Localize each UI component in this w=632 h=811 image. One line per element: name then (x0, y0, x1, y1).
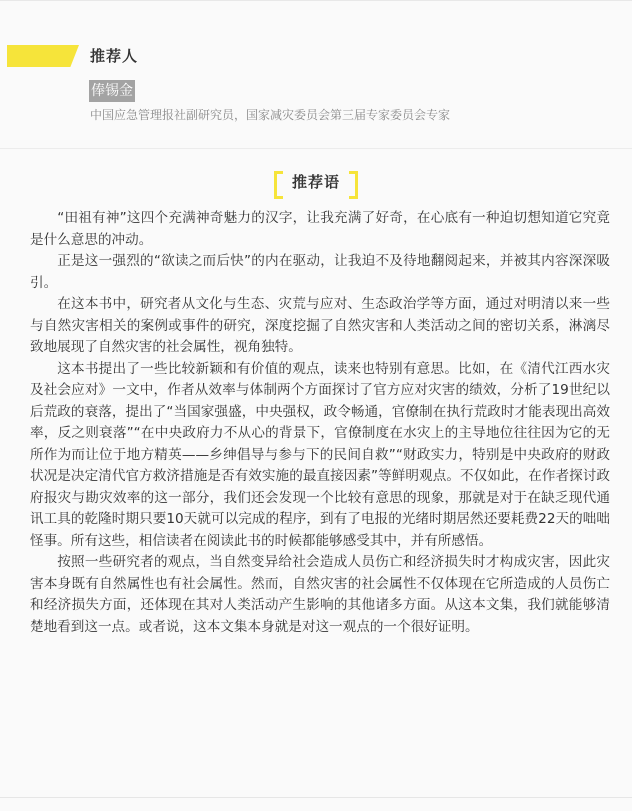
section-title-wrap (0, 170, 632, 194)
recommender-heading: 推荐人 (90, 47, 139, 65)
recommender-name: 俸锡金 (89, 80, 135, 102)
right-bracket-decoration (349, 171, 358, 199)
section-title (274, 170, 358, 194)
section-divider (0, 148, 632, 149)
paragraph: 这本书提出了一些比较新颖和有价值的观点，读来也特别有意思。比如，在《清代江西水灾及社会应对》一文中，作者从效率与体制两个方面探讨了官方应对灾害的绩效，分析了19世纪以后荒政的衰落，提出了“当国家强盛，中央强权，政令畅通，官僚制在执行荒政时才能表现出高效率，反之则衰落”“在中央政府力不从心的背景下，官僚制度在水灾上的主导地位往往因为它的无所作为而让位于地方精英——乡绅倡导与参与下的民间自救”“财政实力，特别是中央政府的财政状况是决定清代官方救济措施是否有效实施的最直接因素”等鲜明观点。不仅如此，在作者探讨政府报灾与勘灾效率的这一部分，我们还会发现一个比较有意思的现象，那就是对于在缺乏现代通讯工具的乾隆时期只要10天就可以完成的程序，到有了电报的光绪时期居然还要耗费22天的咄咄怪事。所有这些，相信读者在阅读此书的时候都能够感受其中，并有所感悟。 (30, 360, 610, 549)
paragraph: 在这本书中，研究者从文化与生态、灾荒与应对、生态政治学等方面，通过对明清以来一些与自然灾害相关的案例或事件的研究，深度挖掘了自然灾害和人类活动之间的密切关系，淋漓尽致地展现了自然灾害的社会属性，视角独特。 (30, 296, 610, 355)
recommendation-body (30, 208, 610, 638)
top-divider (0, 0, 632, 1)
bottom-divider (0, 797, 632, 798)
yellow-ribbon-decoration (7, 45, 79, 67)
paragraph: “田祖有神”这四个充满神奇魅力的汉字，让我充满了好奇，在心底有一种迫切想知道它究竟是什么意思的冲动。 (30, 210, 610, 248)
recommender-header (0, 44, 300, 70)
section-title-text: 推荐语 (291, 173, 340, 191)
paragraph: 正是这一强烈的“欲读之而后快”的内在驱动，让我迫不及待地翻阅起来，并被其内容深深吸引。 (30, 253, 610, 291)
left-bracket-decoration (274, 171, 283, 199)
recommender-description: 中国应急管理报社副研究员，国家减灾委员会第三届专家委员会专家 (90, 108, 451, 122)
paragraph: 按照一些研究者的观点，当自然变异给社会造成人员伤亡和经济损失时才构成灾害，因此灾害本身既有自然属性也有社会属性。然而，自然灾害的社会属性不仅体现在它所造成的人员伤亡和经济损失方面，还体现在其对人类活动产生影响的其他诸多方面。从这本文集，我们就能够清楚地看到这一点。或者说，这本文集本身就是对这一观点的一个很好证明。 (30, 554, 610, 635)
